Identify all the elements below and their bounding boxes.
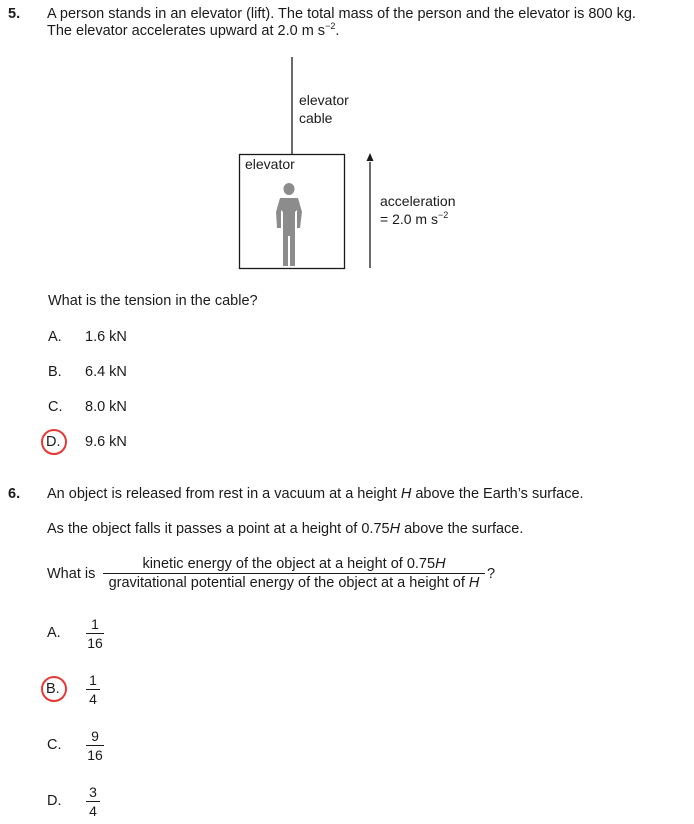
question-5-prompt: What is the tension in the cable?: [48, 293, 258, 309]
q5-option-b-letter[interactable]: B.: [48, 364, 62, 380]
question-6-line-1: An object is released from rest in a vacuum at a height H above the Earth’s surface.: [47, 486, 584, 502]
question-6-what-is: What is: [47, 566, 96, 582]
q5-option-c-text[interactable]: 8.0 kN: [85, 399, 127, 415]
cable-label-line-2: cable: [299, 110, 333, 126]
question-6-number: 6.: [8, 486, 21, 502]
q6-option-a-fraction[interactable]: [86, 616, 104, 651]
q6-option-a-numerator: 1: [91, 616, 99, 632]
q6-option-d-numerator: 3: [89, 784, 97, 800]
q5-option-c-letter[interactable]: C.: [48, 399, 63, 415]
q6-option-b-denominator: 4: [89, 691, 97, 707]
q6-option-d-fraction[interactable]: [86, 784, 100, 819]
question-5-line-1: A person stands in an elevator (lift). The total mass of the person and the elevator is 800 kg.: [47, 6, 636, 22]
q6-option-c-fraction[interactable]: [86, 728, 104, 763]
acceleration-label-line-1: acceleration: [380, 193, 456, 209]
q6-option-b-numerator: 1: [89, 672, 97, 688]
q5-option-a-text[interactable]: 1.6 kN: [85, 329, 127, 345]
question-6-line-2: As the object falls it passes a point at a height of 0.75H above the surface.: [47, 521, 524, 537]
question-6-question-mark: ?: [487, 566, 496, 582]
q6-option-b-letter[interactable]: B.: [46, 681, 60, 697]
q6-option-d-denominator: 4: [89, 803, 97, 819]
person-figure: [276, 183, 302, 266]
fraction-bar: [103, 573, 485, 574]
q5-option-d-letter[interactable]: D.: [46, 434, 61, 450]
acceleration-arrow-head: [367, 153, 374, 161]
question-5-number: 5.: [8, 6, 21, 22]
q5-option-a-letter[interactable]: A.: [48, 329, 62, 345]
question-5-line-2: The elevator accelerates upward at 2.0 m $s^{-2}$.: [47, 21, 340, 39]
q6-option-c-numerator: 9: [91, 728, 99, 744]
elevator-box-label: elevator: [245, 156, 295, 172]
q6-option-d-letter[interactable]: D.: [47, 793, 62, 809]
fraction-numerator: kinetic energy of the object at a height of 0.75H: [142, 556, 446, 572]
q6-option-b-fraction[interactable]: [86, 672, 100, 707]
fraction-denominator: gravitational potential energy of the object at a height of H: [108, 575, 480, 591]
q6-option-c-letter[interactable]: C.: [47, 737, 62, 753]
q5-option-d-text[interactable]: 9.6 kN: [85, 434, 127, 450]
q6-option-a-letter[interactable]: A.: [47, 625, 61, 641]
q6-option-a-denominator: 16: [87, 635, 103, 651]
q6-option-c-denominator: 16: [87, 747, 103, 763]
cable-label-line-1: elevator: [299, 92, 349, 108]
q5-option-b-text[interactable]: 6.4 kN: [85, 364, 127, 380]
acceleration-label-line-2: = 2.0 m $s^{-2}$: [380, 210, 449, 227]
energy-ratio-fraction: [103, 556, 485, 591]
